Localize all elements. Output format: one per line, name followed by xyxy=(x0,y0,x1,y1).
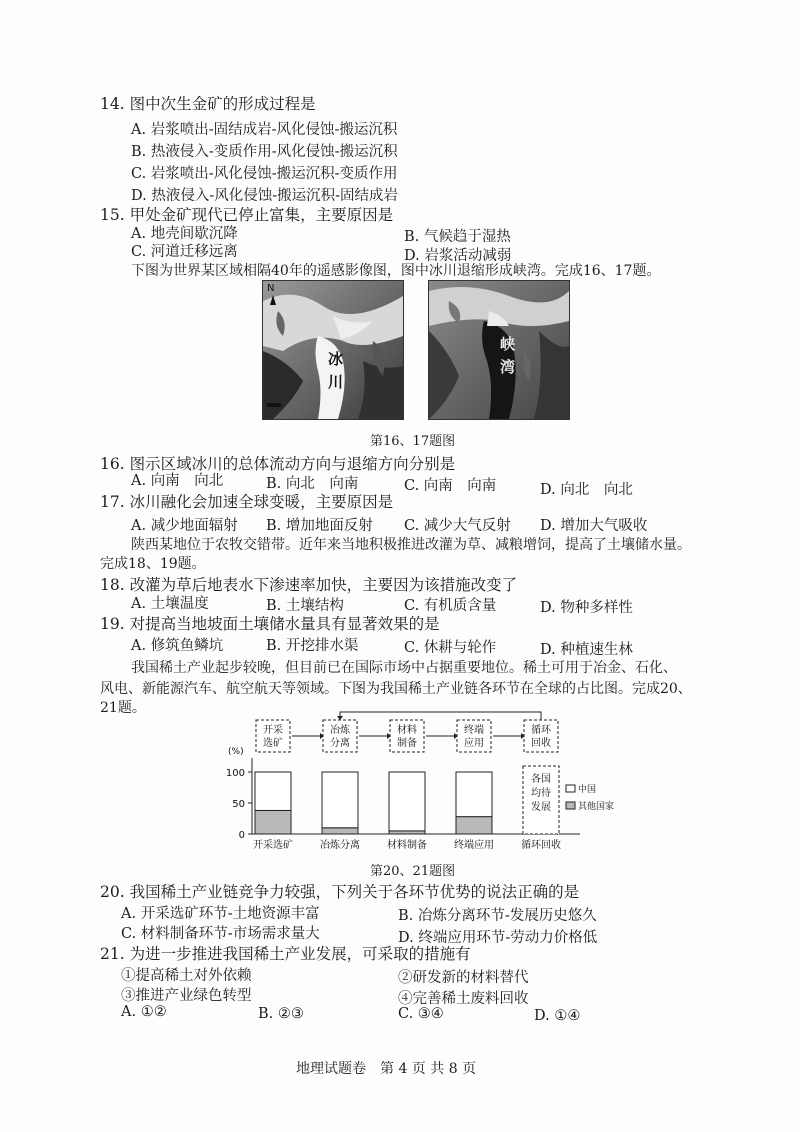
bar-china-0 xyxy=(255,772,291,810)
q21-statement-3: ③推进产业绿色转型 xyxy=(121,988,252,1004)
q21-option-a: A. ①② xyxy=(121,1004,167,1020)
q19-option-d: D. 种植速生林 xyxy=(540,642,633,658)
q21-option-d: D. ①④ xyxy=(534,1008,581,1024)
flow-box-text-4-0: 循环 xyxy=(531,725,551,736)
q18-stem: 18. 改灌为草后地表水下渗速率加快，主要因为该措施改变了 xyxy=(100,576,518,594)
q15-option-d: D. 岩浆活动减弱 xyxy=(404,248,512,264)
q14-option-a: A. 岩浆喷出-固结成岩-风化侵蚀-搬运沉积 xyxy=(131,122,398,138)
intro-18-19-line2: 完成18、19题。 xyxy=(100,556,206,572)
flow-box-text-3-1: 应用 xyxy=(464,738,484,749)
intro-20-21-line1: 我国稀土产业起步较晚，但目前已在国际市场中占据重要地位。稀土可用于冶金、石化、 xyxy=(131,660,677,676)
q17-option-d: D. 增加大气吸收 xyxy=(540,518,648,534)
q21-option-c: C. ③④ xyxy=(398,1006,444,1022)
flow-box-text-0-0: 开采 xyxy=(263,725,283,736)
q15-stem: 15. 甲处金矿现代已停止富集，主要原因是 xyxy=(100,206,394,224)
north-arrow-label: N xyxy=(267,283,275,294)
q19-option-a: A. 修筑鱼鳞坑 xyxy=(131,638,224,654)
q14-stem: 14. 图中次生金矿的形成过程是 xyxy=(100,95,316,113)
rare-earth-chart xyxy=(210,708,615,858)
q20-option-a: A. 开采选矿环节-土地资源丰富 xyxy=(121,906,320,922)
q16-option-b: B. 向北 向南 xyxy=(266,476,359,492)
intro-20-21-line3: 21题。 xyxy=(100,700,146,716)
q19-option-b: B. 开挖排水渠 xyxy=(266,638,359,654)
q19-stem: 19. 对提高当地坡面土壤储水量具有显著效果的是 xyxy=(100,615,440,633)
q17-option-b: B. 增加地面反射 xyxy=(266,518,373,534)
page-footer: 地理试题卷 第 4 页 共 8 页 xyxy=(296,1061,477,1077)
q16-stem: 16. 图示区域冰川的总体流动方向与退缩方向分别是 xyxy=(100,455,456,473)
recycle-loop-line xyxy=(340,712,541,720)
q20-option-c: C. 材料制备环节-市场需求量大 xyxy=(121,926,320,942)
q16-option-c: C. 向南 向南 xyxy=(404,478,497,494)
q19-option-c: C. 休耕与轮作 xyxy=(404,640,497,656)
y-tick-label-2: 0 xyxy=(238,830,245,841)
figure-caption-16-17: 第16、17题图 xyxy=(370,434,456,449)
x-tick-label-1: 冶炼分离 xyxy=(320,840,360,851)
q18-option-d: D. 物种多样性 xyxy=(540,600,633,616)
y-tick-label-1: 50 xyxy=(232,799,245,810)
x-tick-label-2: 材料制备 xyxy=(387,840,427,851)
legend-label-china: 中国 xyxy=(578,785,597,795)
q15-option-b: B. 气候趋于湿热 xyxy=(404,229,511,245)
legend-swatch-other xyxy=(566,802,575,809)
note-box-text-2: 发展 xyxy=(531,802,551,813)
intro-16-17: 下图为世界某区域相隔40年的遥感影像图，图中冰川退缩形成峡湾。完成16、17题。 xyxy=(131,263,661,279)
q21-stem: 21. 为进一步推进我国稀土产业发展，可采取的措施有 xyxy=(100,945,471,963)
bar-other-0 xyxy=(255,810,291,834)
legend-swatch-china xyxy=(566,785,575,792)
q14-option-b: B. 热液侵入-变质作用-风化侵蚀-搬运沉积 xyxy=(131,144,398,160)
note-box-text-1: 均待 xyxy=(531,788,551,799)
note-box-text-0: 各国 xyxy=(531,774,551,785)
recycle-loop-arrowhead xyxy=(337,716,343,720)
q14-option-d: D. 热液侵入-风化侵蚀-搬运沉积-固结成岩 xyxy=(131,188,399,204)
figure-caption-20-21: 第20、21题图 xyxy=(370,864,456,879)
glacier-label: 冰川 xyxy=(326,351,344,397)
legend-label-other: 其他国家 xyxy=(578,802,615,812)
q15-option-c: C. 河道迁移远离 xyxy=(131,244,238,260)
y-tick-label-0: 100 xyxy=(225,768,245,779)
q17-option-c: C. 减少大气反射 xyxy=(404,518,511,534)
q18-option-c: C. 有机质含量 xyxy=(404,598,497,614)
q16-option-a: A. 向南 向北 xyxy=(131,473,224,489)
y-axis-unit: (%) xyxy=(228,747,244,757)
flow-box-text-4-1: 回收 xyxy=(531,738,551,749)
fjord-label: 峡湾 xyxy=(498,336,516,382)
flow-box-text-2-1: 制备 xyxy=(397,738,417,749)
bar-other-3 xyxy=(456,817,492,834)
q20-option-d: D. 终端应用环节-劳动力价格低 xyxy=(398,930,598,946)
north-arrow-icon xyxy=(270,295,276,305)
q15-option-a: A. 地壳间歇沉降 xyxy=(131,226,238,242)
bar-china-3 xyxy=(456,772,492,817)
satellite-image-before xyxy=(262,280,404,420)
intro-20-21-line2: 风电、新能源汽车、航空航天等领域。下图为我国稀土产业链各环节在全球的占比图。完成20、 xyxy=(100,681,692,697)
q21-option-b: B. ②③ xyxy=(258,1006,304,1022)
flow-box-text-0-1: 选矿 xyxy=(263,738,283,749)
q21-statement-4: ④完善稀土废料回收 xyxy=(398,991,529,1007)
q18-option-b: B. 土壤结构 xyxy=(266,598,344,614)
q20-option-b: B. 冶炼分离环节-发展历史悠久 xyxy=(398,908,597,924)
flow-box-text-2-0: 材料 xyxy=(397,725,417,736)
satellite-image-after xyxy=(428,280,570,420)
q20-stem: 20. 我国稀土产业链竞争力较强，下列关于各环节优势的说法正确的是 xyxy=(100,883,580,901)
q14-option-c: C. 岩浆喷出-风化侵蚀-搬运沉积-变质作用 xyxy=(131,166,398,182)
bar-other-1 xyxy=(322,828,358,834)
bar-china-1 xyxy=(322,772,358,828)
x-tick-label-0: 开采选矿 xyxy=(253,840,293,851)
flow-box-text-1-0: 冶炼 xyxy=(330,725,350,736)
q21-statement-1: ①提高稀土对外依赖 xyxy=(121,968,252,984)
q17-stem: 17. 冰川融化会加速全球变暖，主要原因是 xyxy=(100,493,394,511)
intro-18-19-line1: 陕西某地位于农牧交错带。近年来当地积极推进改灌为草、减粮增饲，提高了土壤储水量。 xyxy=(131,537,691,553)
q21-statement-2: ②研发新的材料替代 xyxy=(398,970,529,986)
q16-option-d: D. 向北 向北 xyxy=(540,482,633,498)
q18-option-a: A. 土壤温度 xyxy=(131,596,209,612)
flow-box-text-3-0: 终端 xyxy=(464,725,484,736)
x-tick-label-4: 循环回收 xyxy=(521,840,561,851)
bar-china-2 xyxy=(389,772,425,831)
q17-option-a: A. 减少地面辐射 xyxy=(131,518,238,534)
x-tick-label-3: 终端应用 xyxy=(454,840,494,851)
flow-box-text-1-1: 分离 xyxy=(330,738,350,749)
